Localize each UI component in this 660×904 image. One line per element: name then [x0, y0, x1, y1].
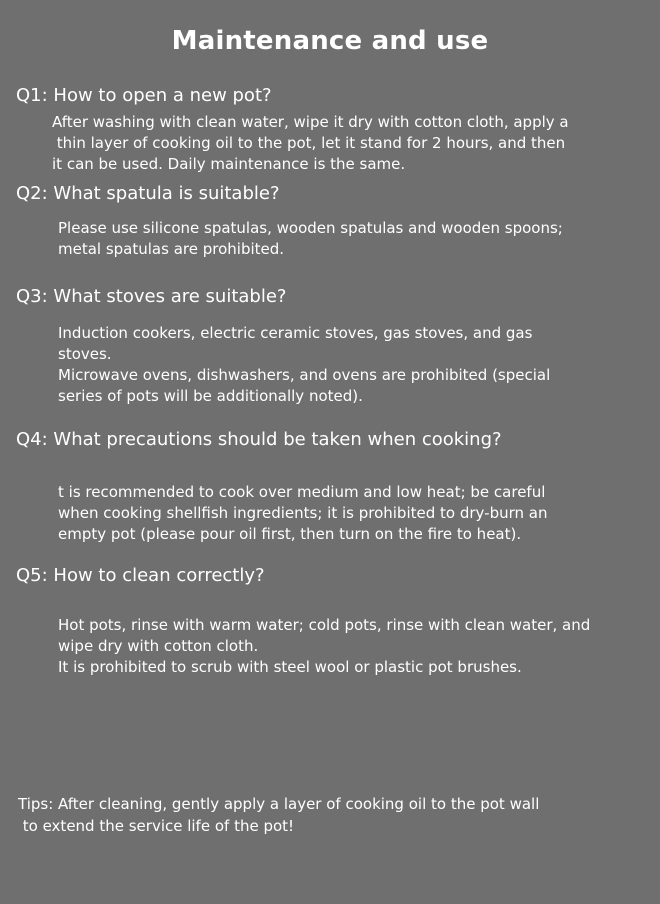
question-4: Q4: What precautions should be taken when cooking?: [16, 429, 502, 450]
tips-line: Tips: After cleaning, gently apply a layer of cooking oil to the pot wall: [18, 795, 540, 813]
answer-2: [58, 218, 618, 260]
question-1: Q1: How to open a new pot?: [16, 85, 272, 106]
answer-4-line: when cooking shellfish ingredients; it is prohibited to dry-burn an: [58, 504, 548, 522]
answer-1-line: it can be used. Daily maintenance is the same.: [52, 155, 406, 173]
tips: [18, 793, 618, 837]
answer-2-line: metal spatulas are prohibited.: [58, 240, 285, 258]
tips-line: to extend the service life of the pot!: [18, 817, 295, 835]
question-2: Q2: What spatula is suitable?: [16, 183, 280, 204]
answer-4: [58, 482, 618, 545]
answer-1-line: After washing with clean water, wipe it dry with cotton cloth, apply a: [52, 113, 569, 131]
page-title: Maintenance and use: [171, 26, 489, 56]
question-5: Q5: How to clean correctly?: [16, 565, 265, 586]
answer-3-line: series of pots will be additionally noted).: [58, 387, 363, 405]
answer-5: [58, 615, 618, 678]
answer-4-line: t is recommended to cook over medium and low heat; be careful: [58, 483, 546, 501]
answer-3-line: stoves.: [58, 345, 112, 363]
answer-1: [52, 112, 612, 175]
answer-5-line: wipe dry with cotton cloth.: [58, 637, 259, 655]
answer-3-line: Induction cookers, electric ceramic stoves, gas stoves, and gas: [58, 324, 533, 342]
answer-1-line: thin layer of cooking oil to the pot, let it stand for 2 hours, and then: [52, 134, 566, 152]
answer-3-line: Microwave ovens, dishwashers, and ovens are prohibited (special: [58, 366, 551, 384]
answer-3: [58, 323, 618, 407]
answer-5-line: It is prohibited to scrub with steel wool or plastic pot brushes.: [58, 658, 522, 676]
answer-2-line: Please use silicone spatulas, wooden spatulas and wooden spoons;: [58, 219, 563, 237]
answer-5-line: Hot pots, rinse with warm water; cold pots, rinse with clean water, and: [58, 616, 591, 634]
question-3: Q3: What stoves are suitable?: [16, 286, 287, 307]
answer-4-line: empty pot (please pour oil first, then turn on the fire to heat).: [58, 525, 522, 543]
